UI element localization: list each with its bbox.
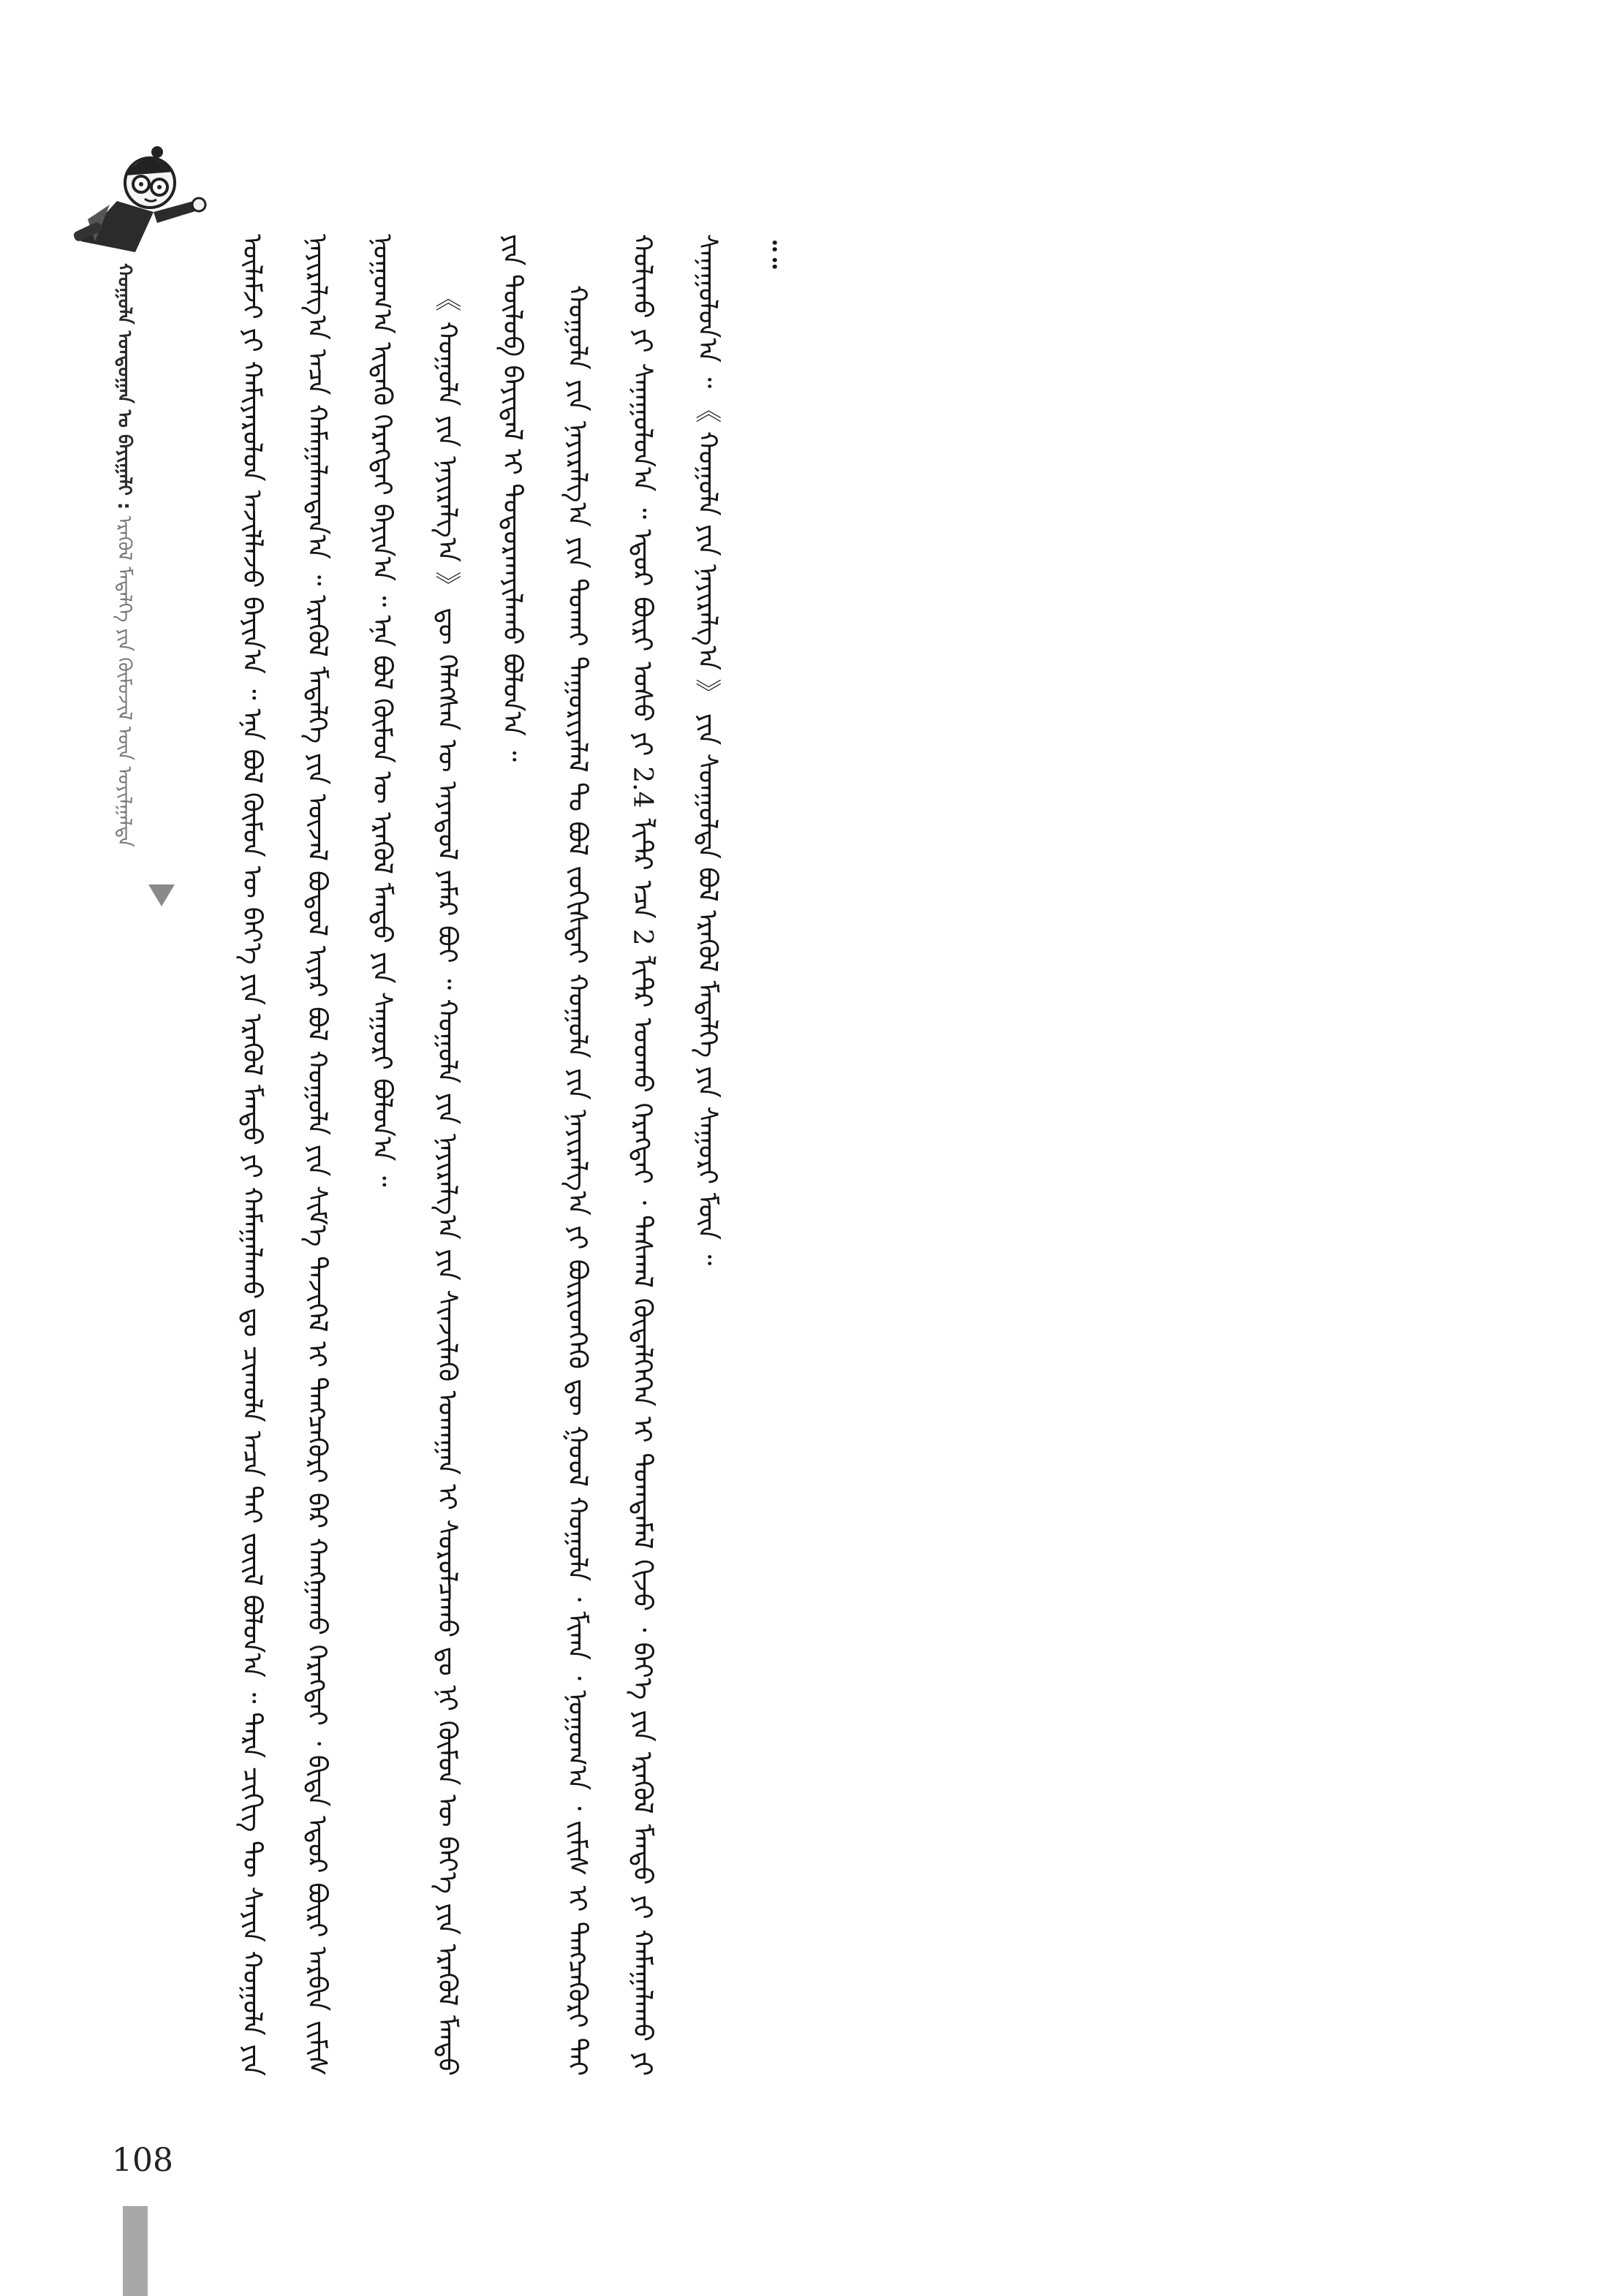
side-tab-marker bbox=[123, 2206, 148, 2296]
header-subtitle: ᠡᠷᠡᠭᠦᠯ ᠮᠡᠳᠡᠯᠭᠡ ᠶᠢᠨ ᠬᠥᠮᠦᠵᠢᠯ ᠦᠨ ᠣᠶᠢᠯᠭᠠᠯᠲᠠ bbox=[113, 515, 135, 847]
running-header bbox=[102, 263, 146, 921]
body-text bbox=[219, 234, 1426, 2076]
paragraph-1: ᠦᠯᠡᠮᠵᠢ ᠶᠢ ᠬᠠᠮᠢᠶᠠᠷᠤᠯᠤᠨ ᠠᠵᠢᠯᠯᠠᠵᠤ ᠪᠠᠶᠢᠨ᠎ᠠ ᠃ ᠡᠨᠡ ᠪᠣᠯ ᠬᠦᠮᠦᠨ ᠦ ᠪᠡᠶ᠎ᠡ ᠶᠢᠨ ᠡᠷᠡᠭᠦᠯ ᠮᠡᠨᠳᠦ ᠶᠢ ᠬᠠᠮᠠᠭᠠᠯᠠᠬᠤ ᠳᠤ ᠴᠢᠬᠤᠯᠠ ᠠᠴᠠ ᠲᠠᠢ ᠵᠦᠢᠯ ᠪᠣᠯᠤᠨ᠎ᠠ ᠃ ᠲᠡᠷᠡ ᠴᠢᠭᠢᠭ ᠲᠦ ᠰᠠᠶᠢᠨ ᠬᠣᠭᠣᠯᠠ ᠶᠢᠨ ᠨᠠᠶᠢᠷᠠᠯᠭ᠎ᠠ ᠠᠴᠠ ᠬᠠᠮᠠᠭᠠᠯᠠᠭᠳᠠᠨ᠎ᠠ ᠃ ᠡᠷᠡᠭᠦᠯ ᠮᠡᠳᠡᠯᠭᠡ ᠶᠢᠨ ᠦᠵᠡᠯ ᠪᠣᠳᠤᠯ ᠢᠶᠠᠷ ᠪᠣᠯ ᠬᠣᠭᠣᠯᠠ ᠶᠢᠨ ᠰᠢᠮ᠎ᠡ ᠲᠡᠵᠢᠭᠡᠯ ᠢ ᠲᠡᠩᠴᠡᠭᠦᠷᠢ ᠪᠠᠷ ᠬᠠᠩᠭᠠᠬᠤ ᠬᠡᠷᠡᠭᠲᠡᠢ ᠂ ᠪᠢᠳᠡ ᠡᠳᠦᠷ ᠪᠦᠷᠢ ᠠᠷᠪᠢᠨ ᠵᠢᠮᠢᠰ ᠨᠣᠭᠣᠭ᠎ᠠ ᠢᠳᠡᠬᠦ ᠬᠡᠷᠡᠭᠲᠡᠢ ᠪᠠᠶᠢᠨ᠎ᠠ ᠃ ᠡᠨᠡ ᠪᠣᠯ ᠬᠦᠮᠦᠨ ᠦ ᠡᠷᠡᠭᠦᠯ ᠮᠡᠨᠳᠦ ᠶᠢᠨ ᠰᠠᠭᠤᠷᠢ ᠪᠣᠯᠤᠨ᠎ᠠ ᠃ bbox=[237, 234, 397, 2076]
page-number: 108 bbox=[112, 2142, 173, 2179]
paragraph-2: 《 ᠬᠣᠭᠣᠯᠠ ᠶᠢᠨ ᠨᠠᠶᠢᠷᠠᠯᠭ᠎ᠠ 》 ᠳᠦ ᠬᠡᠯᠡᠭᠰᠡᠨ ᠦ ᠠᠶᠠᠳᠤᠯ ᠶᠠᠮᠠᠷ ᠪᠣᠢ ᠃ ᠬᠣᠭᠣᠯᠠ ᠶᠢᠨ ᠨᠠᠶᠢᠷᠠᠯᠭ᠎ᠠ ᠶᠢᠨ ᠰᠢᠨᠵᠢᠯᠡᠬᠦ ᠤᠬᠠᠭᠠᠨ ᠢ ᠰᠤᠷᠤᠯᠴᠠᠬᠤ ᠳᠤ ᠨᠢ ᠬᠦᠮᠦᠨ ᠦ ᠪᠡᠶ᠎ᠡ ᠶᠢᠨ ᠡᠷᠡᠭᠦᠯ ᠮᠡᠨᠳᠦ ᠶᠢᠨ ᠲᠥᠯᠦᠪ ᠪᠠᠶᠢᠳᠠᠯ ᠢ ᠲᠣᠳᠤᠷᠬᠠᠶᠢᠯᠠᠬᠤ ᠪᠣᠯᠤᠨ᠎ᠠ ᠃ bbox=[432, 234, 527, 2076]
end-mark: ᠃᠃ bbox=[757, 234, 788, 269]
header-arrow-icon bbox=[148, 884, 175, 906]
header-title: ᠬᠣᠭᠣᠯᠠ ᠤᠨᠳᠤᠭᠠᠨ ᠤ ᠪᠠᠶᠢᠭᠠᠯᠢ : bbox=[113, 263, 135, 510]
paragraph-3: ᠬᠣᠭᠣᠯᠠ ᠶᠢᠨ ᠨᠠᠶᠢᠷᠠᠯᠭ᠎ᠠ ᠶᠢᠨ ᠲᠤᠬᠠᠢ ᠳᠠᠭᠤᠷᠢᠶᠠᠯᠠᠯ ᠲᠤ ᠪᠣᠯ ᠵᠣᠬᠢᠰᠲᠠᠢ ᠬᠣᠭᠣᠯᠠ ᠶᠢᠨ ᠨᠠᠶᠢᠷᠠᠯᠭ᠎ᠠ ᠶᠢ ᠪᠦᠷᠢᠳᠬᠡᠬᠦ ᠳᠦ ᠭᠣᠣᠯ ᠬᠣᠭᠣᠯᠠ ᠂ ᠮᠢᠬᠠ ᠂ ᠨᠣᠭᠣᠭ᠎ᠠ ᠂ ᠵᠢᠮᠢᠰ ᠢ ᠲᠡᠩᠴᠡᠭᠦᠷᠢ ᠲᠠᠢ ᠬᠣᠯᠢᠬᠤ ᠶᠢ ᠰᠠᠨᠠᠭᠤᠯᠤᠨ᠎ᠠ ᠃ ᠡᠳᠦᠷ ᠪᠦᠷᠢ ᠤᠰᠤ ᠶᠢ 2.4 ᠯᠢᠲ᠋ᠷ ᠡᠴᠡ 2 ᠯᠢᠲ᠋ᠷ ᠤᠤᠬᠤ ᠬᠡᠷᠡᠭᠲᠡᠢ ᠂ ᠳᠠᠰᠬᠠᠯ ᠬᠥᠳᠡᠯᠭᠡᠭᠡᠨ ᠢ ᠲᠣᠭᠲᠠᠮᠠᠯ ᠬᠢᠵᠦ ᠂ ᠪᠡᠶ᠎ᠡ ᠶᠢᠨ ᠡᠷᠡᠭᠦᠯ ᠮᠡᠨᠳᠦ ᠶᠢ ᠬᠠᠮᠠᠭᠠᠯᠠᠬᠤ ᠶᠢ ᠰᠠᠨᠠᠭᠤᠯᠤᠨ᠎ᠠ ᠃ 《 ᠬᠣᠭᠣᠯᠠ ᠶᠢᠨ ᠨᠠᠶᠢᠷᠠᠯᠭ᠎ᠠ 》 ᠶᠢᠨ ᠰᠣᠨᠭᠣᠯᠲᠠ ᠪᠣᠯ ᠡᠷᠡᠭᠦᠯ ᠮᠡᠳᠡᠯᠭᠡ ᠶᠢᠨ ᠰᠠᠭᠤᠷᠢ ᠮᠥᠨ ᠃ bbox=[562, 234, 722, 2076]
mascot-boy-illustration bbox=[66, 132, 227, 263]
